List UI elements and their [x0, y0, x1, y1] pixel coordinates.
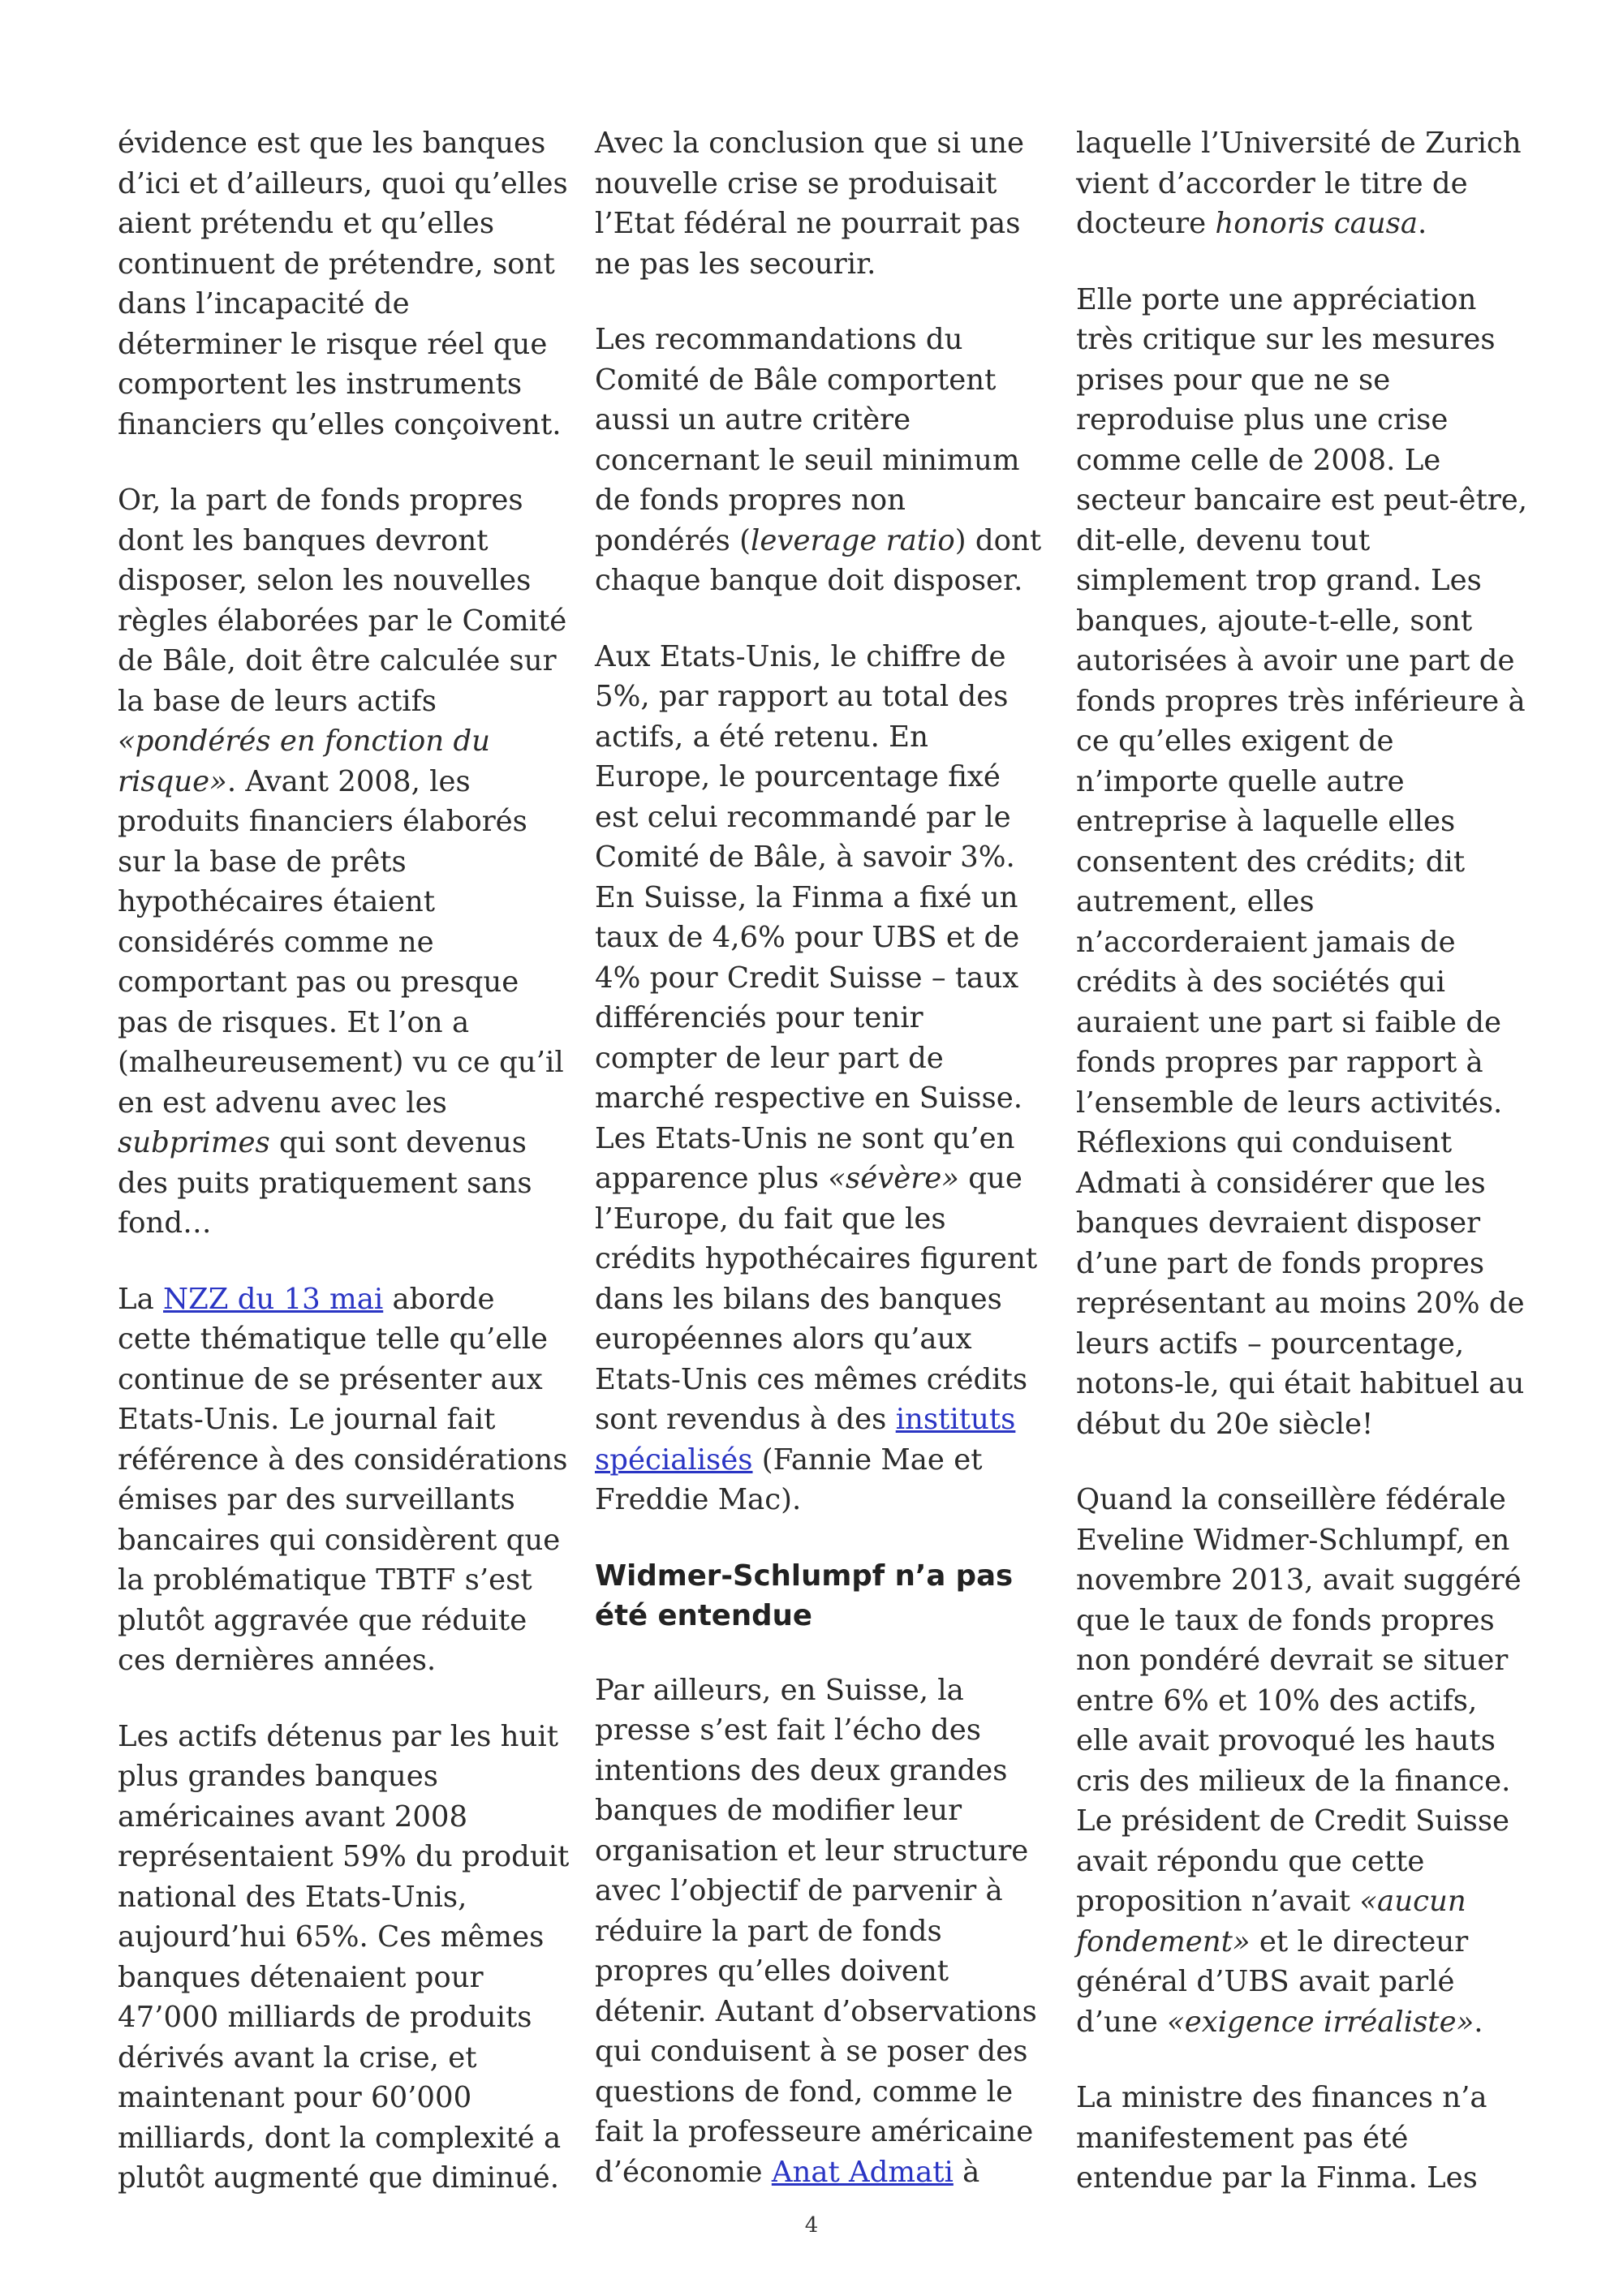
- paragraph: Avec la conclusion que si une nouvelle crise se produisait l’Etat fédéral ne pourrait pas ne pas les secourir.: [595, 127, 1025, 281]
- italic-quote: «exigence irréaliste»: [1167, 2005, 1474, 2039]
- nzz-link[interactable]: NZZ du 13 mai: [163, 1282, 384, 1316]
- page-number: 4: [804, 2213, 819, 2238]
- instituts-specialises-link[interactable]: instituts spécialisés: [595, 1403, 1016, 1477]
- italic-quote: «aucun fondement»: [1076, 1885, 1466, 1958]
- italic-term: honoris causa: [1215, 207, 1418, 240]
- column-2: [595, 123, 1049, 2192]
- paragraph: Or, la part de fonds propres dont les banques devront disposer, selon les nouvelles règles élaborées par le Comité de Bâle, doit être calculée sur la base de leurs actifs «pondérés en fonction du risque». Avant 2008, les produits financiers élaborés sur la base de prêts hypothécaires étaient considérés comme ne comportant pas ou presque pas de risques. Et l’on a (malheureusement) vu ce qu’il en est advenu avec les subprimes qui sont devenus des puits pratiquement sans fond…: [118, 484, 567, 1240]
- section-heading: Widmer-Schlumpf n’a pas été entendue: [595, 1559, 1014, 1632]
- italic-term: subprimes: [118, 1126, 270, 1159]
- paragraph: La ministre des finances n’a manifestement pas été entendue par la Finma. Les: [1076, 2081, 1487, 2195]
- paragraph: Les recommandations du Comité de Bâle comportent aussi un autre critère concernant le seuil minimum de fonds propres non pondérés (leverage ratio) dont chaque banque doit disposer.: [595, 323, 1042, 597]
- paragraph: Par ailleurs, en Suisse, la presse s’est fait l’écho des intentions des deux grandes banques de modifier leur organisation et leur structure avec l’objectif de parvenir à réduire la part de fonds propres qu’elles doivent détenir. Autant d’observations qui conduisent à se poser des questions de fond, comme le fait la professeure américaine d’économie Anat Admati à: [595, 1673, 1037, 2189]
- italic-quote: «sévère»: [828, 1162, 959, 1195]
- paragraph: Elle porte une appréciation très critique sur les mesures prises pour que ne se reproduise plus une crise comme celle de 2008. Le secteur bancaire est peut-être, dit-elle, devenu tout simplement trop grand. Les banques, ajoute-t-elle, sont autorisées à avoir une part de fonds propres très inférieure à ce qu’elles exigent de n’importe quelle autre entreprise à laquelle elles consentent des crédits; dit autrement, elles n’accorderaient jamais de crédits à des sociétés qui auraient une part si faible de fonds propres par rapport à l’ensemble de leurs activités. Réflexions qui conduisent Admati à considérer que les banques devraient disposer d’une part de fonds propres représentant au moins 20% de leurs actifs – pourcentage, notons-le, qui était habituel au début du 20e siècle!: [1076, 282, 1528, 1441]
- italic-quote: «pondérés en fonction du risque»: [118, 724, 491, 798]
- column-1: [118, 123, 572, 2199]
- paragraph: La NZZ du 13 mai aborde cette thématique telle qu’elle continue de se présenter aux Etats-Unis. Le journal fait référence à des considérations émises par des surveillants bancaires qui considèrent que la problématique TBTF s’est plutôt aggravée que réduite ces dernières années.: [118, 1282, 568, 1677]
- anat-admati-link[interactable]: Anat Admati: [771, 2155, 954, 2189]
- paragraph: Aux Etats-Unis, le chiffre de 5%, par rapport au total des actifs, a été retenu. En Europe, le pourcentage fixé est celui recommandé par le Comité de Bâle, à savoir 3%. En Suisse, la Finma a fixé un taux de 4,6% pour UBS et de 4% pour Credit Suisse – taux différenciés pour tenir compter de leur part de marché respective en Suisse. Les Etats-Unis ne sont qu’en apparence plus «sévère» que l’Europe, du fait que les crédits hypothécaires figurent dans les bilans des banques européennes alors qu’aux Etats-Unis ces mêmes crédits sont revendus à des instituts spécialisés (Fannie Mae et Freddie Mac).: [595, 639, 1038, 1516]
- paragraph: Les actifs détenus par les huit plus grandes banques américaines avant 2008 représentaient 59% du produit national des Etats-Unis, aujourd’hui 65%. Ces mêmes banques détenaient pour 47’000 milliards de produits dérivés avant la crise, et maintenant pour 60’000 milliards, dont la complexité a plutôt augmenté que diminué.: [118, 1719, 570, 2195]
- italic-term: leverage ratio: [751, 523, 955, 557]
- paragraph: Quand la conseillère fédérale Eveline Widmer-Schlumpf, en novembre 2013, avait suggéré que le taux de fonds propres non pondéré devrait se situer entre 6% et 10% des actifs, elle avait provoqué les hauts cris des milieux de la finance. Le président de Credit Suisse avait répondu que cette proposition n’avait «aucun fondement» et le directeur général d’UBS avait parlé d’une «exigence irréaliste».: [1076, 1483, 1522, 2039]
- paragraph: laquelle l’Université de Zurich vient d’accorder le titre de docteure honoris causa.: [1076, 127, 1522, 240]
- paragraph: évidence est que les banques d’ici et d’ailleurs, quoi qu’elles aient prétendu et qu’elles continuent de prétendre, sont dans l’incapacité de déterminer le risque réel que comportent les instruments financiers qu’elles conçoivent.: [118, 127, 568, 441]
- column-3: [1076, 123, 1530, 2199]
